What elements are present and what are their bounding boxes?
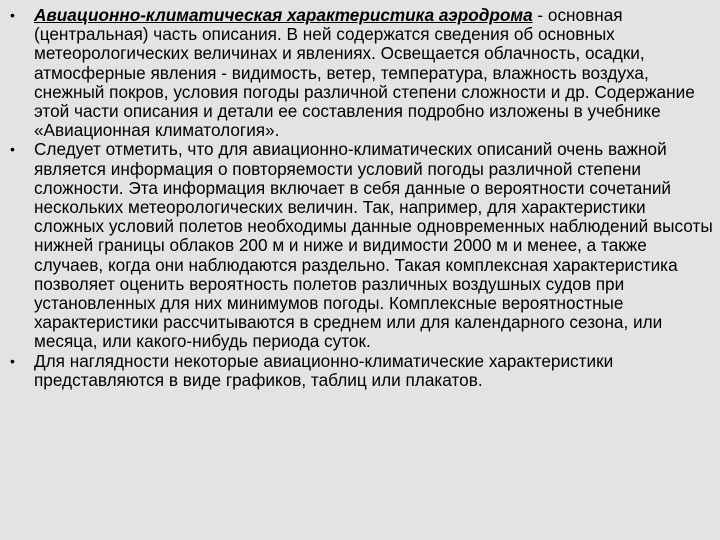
bullet-body-1: - основная (центральная) часть описания. В ней содержатся сведения об основных метеорологических величинах и явлениях. Освещается облачность, осадки, атмосферные явления - видимость, ветер, температура, влажность воздуха, снежный покров, условия погоды различной степени сложности и др. Содержание этой части описания и детали ее составления подробно изложены в учебнике «Авиационная климатология».: [34, 5, 695, 141]
bullet-icon: •: [10, 141, 15, 158]
bullet-text-2: [34, 140, 714, 351]
bullet-item-1: [8, 6, 714, 140]
bullet-body-3: Для наглядности некоторые авиационно-климатические характеристики представляются в виде графиков, таблиц или плакатов.: [34, 350, 614, 390]
bullet-item-2: [8, 140, 714, 351]
bullet-text-3: [34, 352, 714, 390]
bullet-icon: •: [10, 7, 15, 23]
bullet-list: [8, 6, 714, 390]
bullet-item-3: [8, 352, 714, 390]
bullet-icon: •: [10, 352, 15, 369]
bullet-body-2: Следует отметить, что для авиационно-климатических описаний очень важной является информация о повторяемости условий погоды различной степени сложности. Эта информация включает в себя данные о вероятности сочетаний нескольких метеорологических величин. Так, например, для характеристики сложных условий полетов необходимы данные одновременных наблюдений высоты нижней границы облаков 200 м и ниже и видимости 2000 м и менее, а также случаев, когда они наблюдаются раздельно. Такая комплексная характеристика позволяет оценить вероятность полетов различных воздушных судов при установленных для них минимумов погоды. Комплексные вероятностные характеристики рассчитываются в среднем или для календарного сезона, или месяца, или какого-нибудь периода суток.: [34, 139, 713, 352]
bullet-text-1: [34, 6, 714, 140]
heading-term: Авиационно-климатическая характеристика аэродрома: [34, 5, 533, 25]
